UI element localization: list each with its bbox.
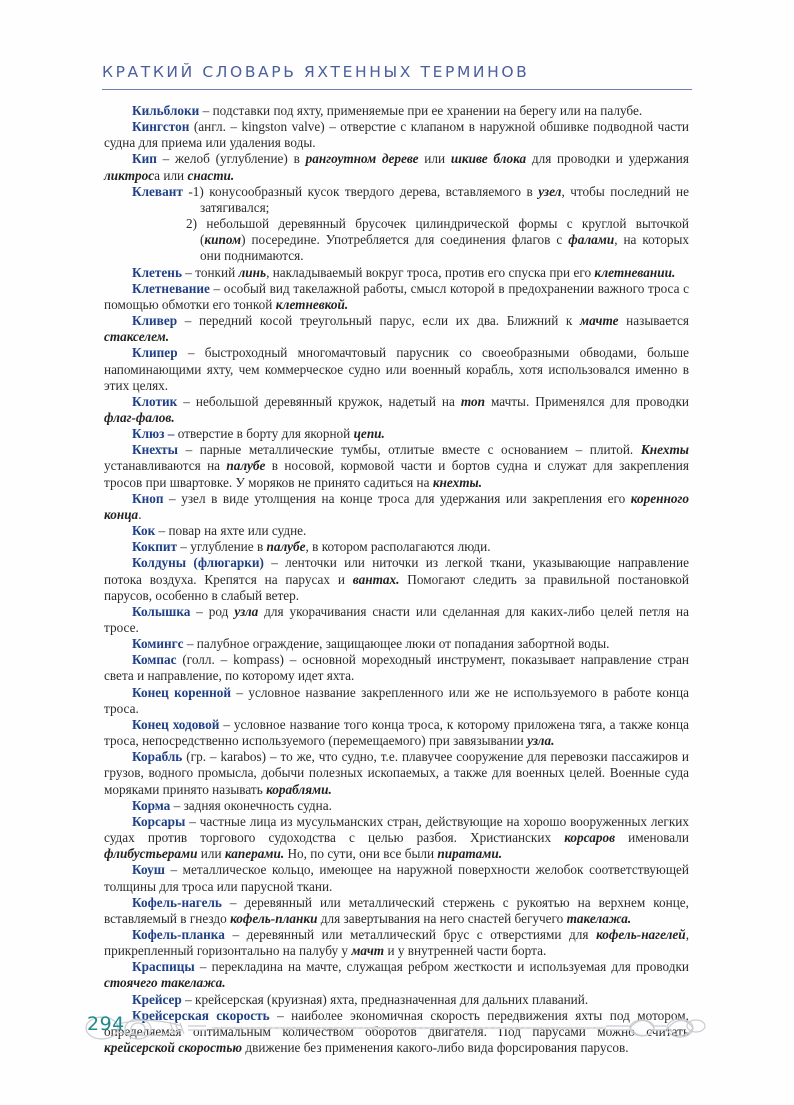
glossary-entry bbox=[104, 652, 689, 684]
cross-reference-term: клетневании. bbox=[594, 264, 676, 280]
cross-reference-term: узла. bbox=[527, 733, 555, 749]
definition-text: – наиболее экономичная скорость передвижения яхты под мотором, определяемая оптимальным количеством оборотов двигателя. Под парусами можно считать bbox=[104, 1007, 689, 1039]
glossary-entry bbox=[104, 442, 689, 490]
definition-text: для завертывания на него снастей бегучего bbox=[317, 910, 567, 926]
definition-text: называется bbox=[618, 313, 689, 329]
glossary-entry bbox=[104, 394, 689, 426]
glossary-term: Кливер bbox=[132, 313, 178, 329]
glossary-entry bbox=[104, 281, 689, 313]
definition-text: , чтобы последний не затягивался; bbox=[200, 183, 690, 215]
glossary-entry bbox=[104, 103, 689, 119]
glossary-term: Краспицы bbox=[132, 959, 195, 975]
glossary-subsense bbox=[104, 216, 689, 264]
definition-text: небольшой деревянный брусочек цилиндрической формы с круглой выточкой ( bbox=[200, 216, 689, 248]
cross-reference-term: корсаров bbox=[564, 830, 616, 846]
cross-reference-term: флаг-фалов. bbox=[104, 409, 175, 425]
cross-reference-term: вантах. bbox=[352, 571, 400, 587]
definition-text: – задняя оконечность судна. bbox=[170, 797, 332, 813]
glossary-entry bbox=[104, 798, 689, 814]
definition-text: – ленточки или ниточки из легкой ткани, указывающие направление потока воздуха. Крепятся на парусах и bbox=[104, 555, 689, 587]
glossary-term: Кок bbox=[132, 523, 156, 539]
definition-text: – желоб (углубление) в bbox=[156, 151, 306, 167]
definition-text: (гр. – karabos) – то же, что судно, т.е. плавучее сооружение для перевозки пассажиров и грузов, водного промысла, добычи полезных ископаемых, а также для военных целей. Военные суда моряками принято называть bbox=[104, 749, 689, 797]
definition-text: – крейсерская (круизная) яхта, предназначенная для дальних плаваний. bbox=[181, 991, 589, 1007]
glossary-entry bbox=[104, 959, 689, 991]
cross-reference-term: узла bbox=[234, 603, 259, 619]
cross-reference-term: цепи. bbox=[353, 426, 385, 442]
definition-text: – перекладина на мачте, служащая ребром жесткости и используемая для проводки bbox=[194, 959, 689, 975]
header-rule bbox=[102, 89, 692, 90]
glossary-entry bbox=[104, 151, 689, 183]
definition-text: устанавливаются на bbox=[104, 458, 227, 474]
glossary-term: Клевант bbox=[132, 183, 183, 199]
glossary-term: Кильблоки bbox=[132, 103, 200, 118]
page-number: 294 bbox=[87, 1013, 125, 1035]
glossary-term: Клетневание bbox=[132, 280, 210, 296]
glossary-entry bbox=[104, 555, 689, 603]
glossary-entry bbox=[104, 523, 689, 539]
rope-ornament-icon bbox=[82, 1012, 712, 1046]
definition-text: для укорачивания снасти или сделанная для каких-либо целей петля на тросе. bbox=[104, 603, 689, 635]
definition-text: а или bbox=[154, 167, 188, 183]
cross-reference-term: стакселем. bbox=[104, 329, 170, 345]
definition-text: (англ. – kingston valve) – отверстие с клапаном в наружной обшивке подводной части судна для приема или удаления воды. bbox=[104, 119, 689, 151]
definition-text: ) посередине. Употребляется для соединения флагов с bbox=[241, 232, 569, 248]
cross-reference-term: линь bbox=[238, 264, 267, 280]
definition-text: – углубление в bbox=[176, 539, 267, 555]
glossary-term: Кокпит bbox=[132, 539, 177, 555]
definition-text: , прикрепленный горизонтально на палубу у bbox=[104, 926, 689, 959]
glossary-entry bbox=[104, 184, 689, 216]
running-head-title: КРАТКИЙ СЛОВАРЬ ЯХТЕННЫХ ТЕРМИНОВ bbox=[102, 63, 530, 81]
definition-text: – повар на яхте или судне. bbox=[155, 523, 307, 539]
cross-reference-term: снасти. bbox=[187, 167, 235, 183]
cross-reference-term: крейсерской скоростью bbox=[104, 1040, 243, 1056]
cross-reference-term: клетневкой. bbox=[275, 296, 349, 312]
cross-reference-term: кнехты. bbox=[432, 474, 483, 490]
glossary-term: Коуш bbox=[132, 862, 165, 878]
definition-text: – быстроходный многомачтовый парусник со своеобразными обводами, больше напоминающими яхту, чем коммерческое судно или военный корабль, хотя использовался именно в этих целях. bbox=[104, 345, 689, 393]
cross-reference-term: пиратами. bbox=[437, 846, 503, 862]
cross-reference-term: рангоутном дереве bbox=[305, 151, 419, 167]
cross-reference-term: узел bbox=[538, 183, 562, 199]
definition-text: – частные лица из мусульманских стран, действующие на хорошо вооруженных легких судах против торгового судоходства с целью разбоя. Христианских bbox=[104, 813, 689, 846]
definition-text: – условное название закрепленного или же не используемого в работе конца троса. bbox=[104, 684, 689, 716]
definition-text: мачты. Применялся для проводки bbox=[484, 393, 689, 409]
definition-text: именовали bbox=[615, 830, 690, 846]
definition-text: , в котором располагаются люди. bbox=[305, 539, 491, 555]
definition-text: движение без применения какого-либо вида форсирования парусов. bbox=[242, 1040, 629, 1056]
definition-text: или bbox=[418, 151, 451, 167]
cross-reference-term: стоячего такелажа. bbox=[104, 975, 226, 991]
glossary-term: Кофель-нагель bbox=[132, 894, 222, 910]
definition-text: , накладываемый вокруг троса, против его спуска при его bbox=[266, 264, 595, 280]
definition-text: Помогают следить за правильной постановкой парусов, особенно в слабый ветер. bbox=[104, 571, 689, 603]
glossary-term: Конец ходовой bbox=[132, 716, 220, 732]
glossary-entry bbox=[104, 992, 689, 1008]
cross-reference-term: палубе bbox=[266, 539, 306, 555]
glossary-entry bbox=[104, 814, 689, 862]
definition-text: – подставки под яхту, применяемые при ее хранении на берегу или на палубе. bbox=[199, 103, 643, 118]
glossary-entry bbox=[104, 717, 689, 749]
glossary-entry bbox=[104, 895, 689, 927]
glossary-entry bbox=[104, 685, 689, 717]
definition-text: – металлическое кольцо, имеющее на наружной поверхности желобок соответствующей толщины для троса или парусной ткани. bbox=[104, 862, 689, 894]
glossary-entry bbox=[104, 265, 689, 281]
rope-knot-right-icon bbox=[630, 1020, 654, 1036]
definition-text: – условное название того конца троса, к которому приложена тяга, а также конца троса, непосредственно используемого (перемещаемого) при завязывании bbox=[104, 716, 689, 749]
sense-number: -1) bbox=[182, 183, 210, 199]
glossary-term: Корсары bbox=[132, 813, 186, 829]
definition-text: или bbox=[197, 846, 225, 862]
glossary-entry bbox=[104, 539, 689, 555]
glossary-term: Клотик bbox=[132, 393, 178, 409]
glossary-term: Клетень bbox=[132, 264, 182, 280]
glossary-term: Корма bbox=[132, 797, 171, 813]
definition-text: отверстие в борту для якорной bbox=[174, 426, 354, 442]
definition-text: – парные металлические тумбы, отлитые вместе с основанием – плитой. bbox=[178, 442, 641, 458]
definition-text: – деревянный или металлический стержень с рукоятью на верхнем конце, вставляемый в гнездо bbox=[104, 894, 689, 926]
glossary-entry bbox=[104, 636, 689, 652]
glossary-term: Клюз – bbox=[132, 426, 175, 442]
glossary-term: Колдуны (флюгарки) bbox=[132, 555, 264, 571]
glossary-entry bbox=[104, 927, 689, 959]
cross-reference-term: шкиве блока bbox=[450, 151, 527, 167]
glossary-term: Кип bbox=[132, 151, 157, 167]
cross-reference-term: такелажа. bbox=[566, 910, 632, 926]
glossary-term: Крейсерская скорость bbox=[132, 1007, 270, 1023]
glossary-entry bbox=[104, 345, 689, 393]
definition-text: . bbox=[138, 506, 142, 522]
cross-reference-term: кораблями. bbox=[266, 781, 332, 797]
definition-text: – передний косой треугольный парус, если их два. Ближний к bbox=[177, 313, 580, 329]
glossary-term: Клипер bbox=[132, 345, 178, 361]
glossary-entry bbox=[104, 862, 689, 894]
cross-reference-term: флибустьерами bbox=[104, 846, 198, 862]
glossary-term: Компас bbox=[132, 652, 177, 668]
cross-reference-term: кофель-планки bbox=[230, 910, 318, 926]
page-footer bbox=[82, 1012, 712, 1046]
glossary-term: Колышка bbox=[132, 603, 191, 619]
cross-reference-term: фалами bbox=[568, 232, 615, 248]
glossary-body bbox=[104, 103, 689, 1056]
glossary-entry bbox=[104, 749, 689, 797]
glossary-term: Конец коренной bbox=[132, 684, 231, 700]
glossary-term: Корабль bbox=[132, 749, 183, 765]
definition-text: – род bbox=[190, 603, 235, 619]
glossary-entry bbox=[104, 426, 689, 442]
cross-reference-term: коренного конца bbox=[104, 490, 689, 522]
cross-reference-term: палубе bbox=[226, 458, 266, 474]
definition-text: для проводки и удержания bbox=[526, 151, 689, 167]
definition-text: и у внутренней части борта. bbox=[384, 943, 547, 959]
definition-text: – палубное ограждение, защищающее люки от попадания забортной воды. bbox=[183, 636, 610, 652]
glossary-entry bbox=[104, 604, 689, 636]
cross-reference-term: мачте bbox=[580, 313, 619, 329]
cross-reference-term: ликтрос bbox=[104, 167, 155, 183]
glossary-term: Кнехты bbox=[132, 442, 179, 458]
definition-text: – узел в виде утолщения на конце троса для удержания или закрепления его bbox=[163, 490, 631, 506]
glossary-entry bbox=[104, 119, 689, 151]
glossary-term: Кингстон bbox=[132, 119, 190, 135]
definition-text: Но, по сути, они все были bbox=[284, 846, 438, 862]
glossary-entry bbox=[104, 313, 689, 345]
cross-reference-term: Кнехты bbox=[640, 442, 689, 458]
definition-text: – деревянный или металлический брус с отверстиями для bbox=[224, 926, 597, 942]
cross-reference-term: топ bbox=[460, 393, 485, 409]
glossary-term: Крейсер bbox=[132, 991, 182, 1007]
glossary-term: Кофель-планка bbox=[132, 926, 225, 942]
definition-text: – тонкий bbox=[181, 264, 239, 280]
definition-text: – небольшой деревянный кружок, надетый на bbox=[177, 393, 461, 409]
cross-reference-term: мачт bbox=[351, 943, 385, 959]
glossary-term: Комингс bbox=[132, 636, 184, 652]
glossary-entry bbox=[104, 491, 689, 523]
glossary-term: Кноп bbox=[132, 490, 164, 506]
cross-reference-term: каперами. bbox=[224, 846, 285, 862]
definition-text: , на которых они поднимаются. bbox=[200, 232, 689, 264]
sense-number: 2) bbox=[186, 216, 207, 232]
definition-text: конусообразный кусок твердого дерева, вставляемого в bbox=[209, 183, 539, 199]
cross-reference-term: кофель-нагелей bbox=[596, 926, 686, 942]
cross-reference-term: кипом bbox=[204, 232, 242, 248]
definition-text: – особый вид такелажной работы, смысл которой в предохранении важного троса с помощью обмотки его тонкой bbox=[104, 280, 689, 312]
definition-text: в носовой, кормовой части и бортов судна и служат для закрепления тросов при швартовке. У моряков не принято садиться на bbox=[104, 458, 689, 490]
definition-text: (голл. – kompass) – основной мореходный инструмент, показывает направление стран света и направление, по которому идет яхта. bbox=[104, 652, 689, 684]
